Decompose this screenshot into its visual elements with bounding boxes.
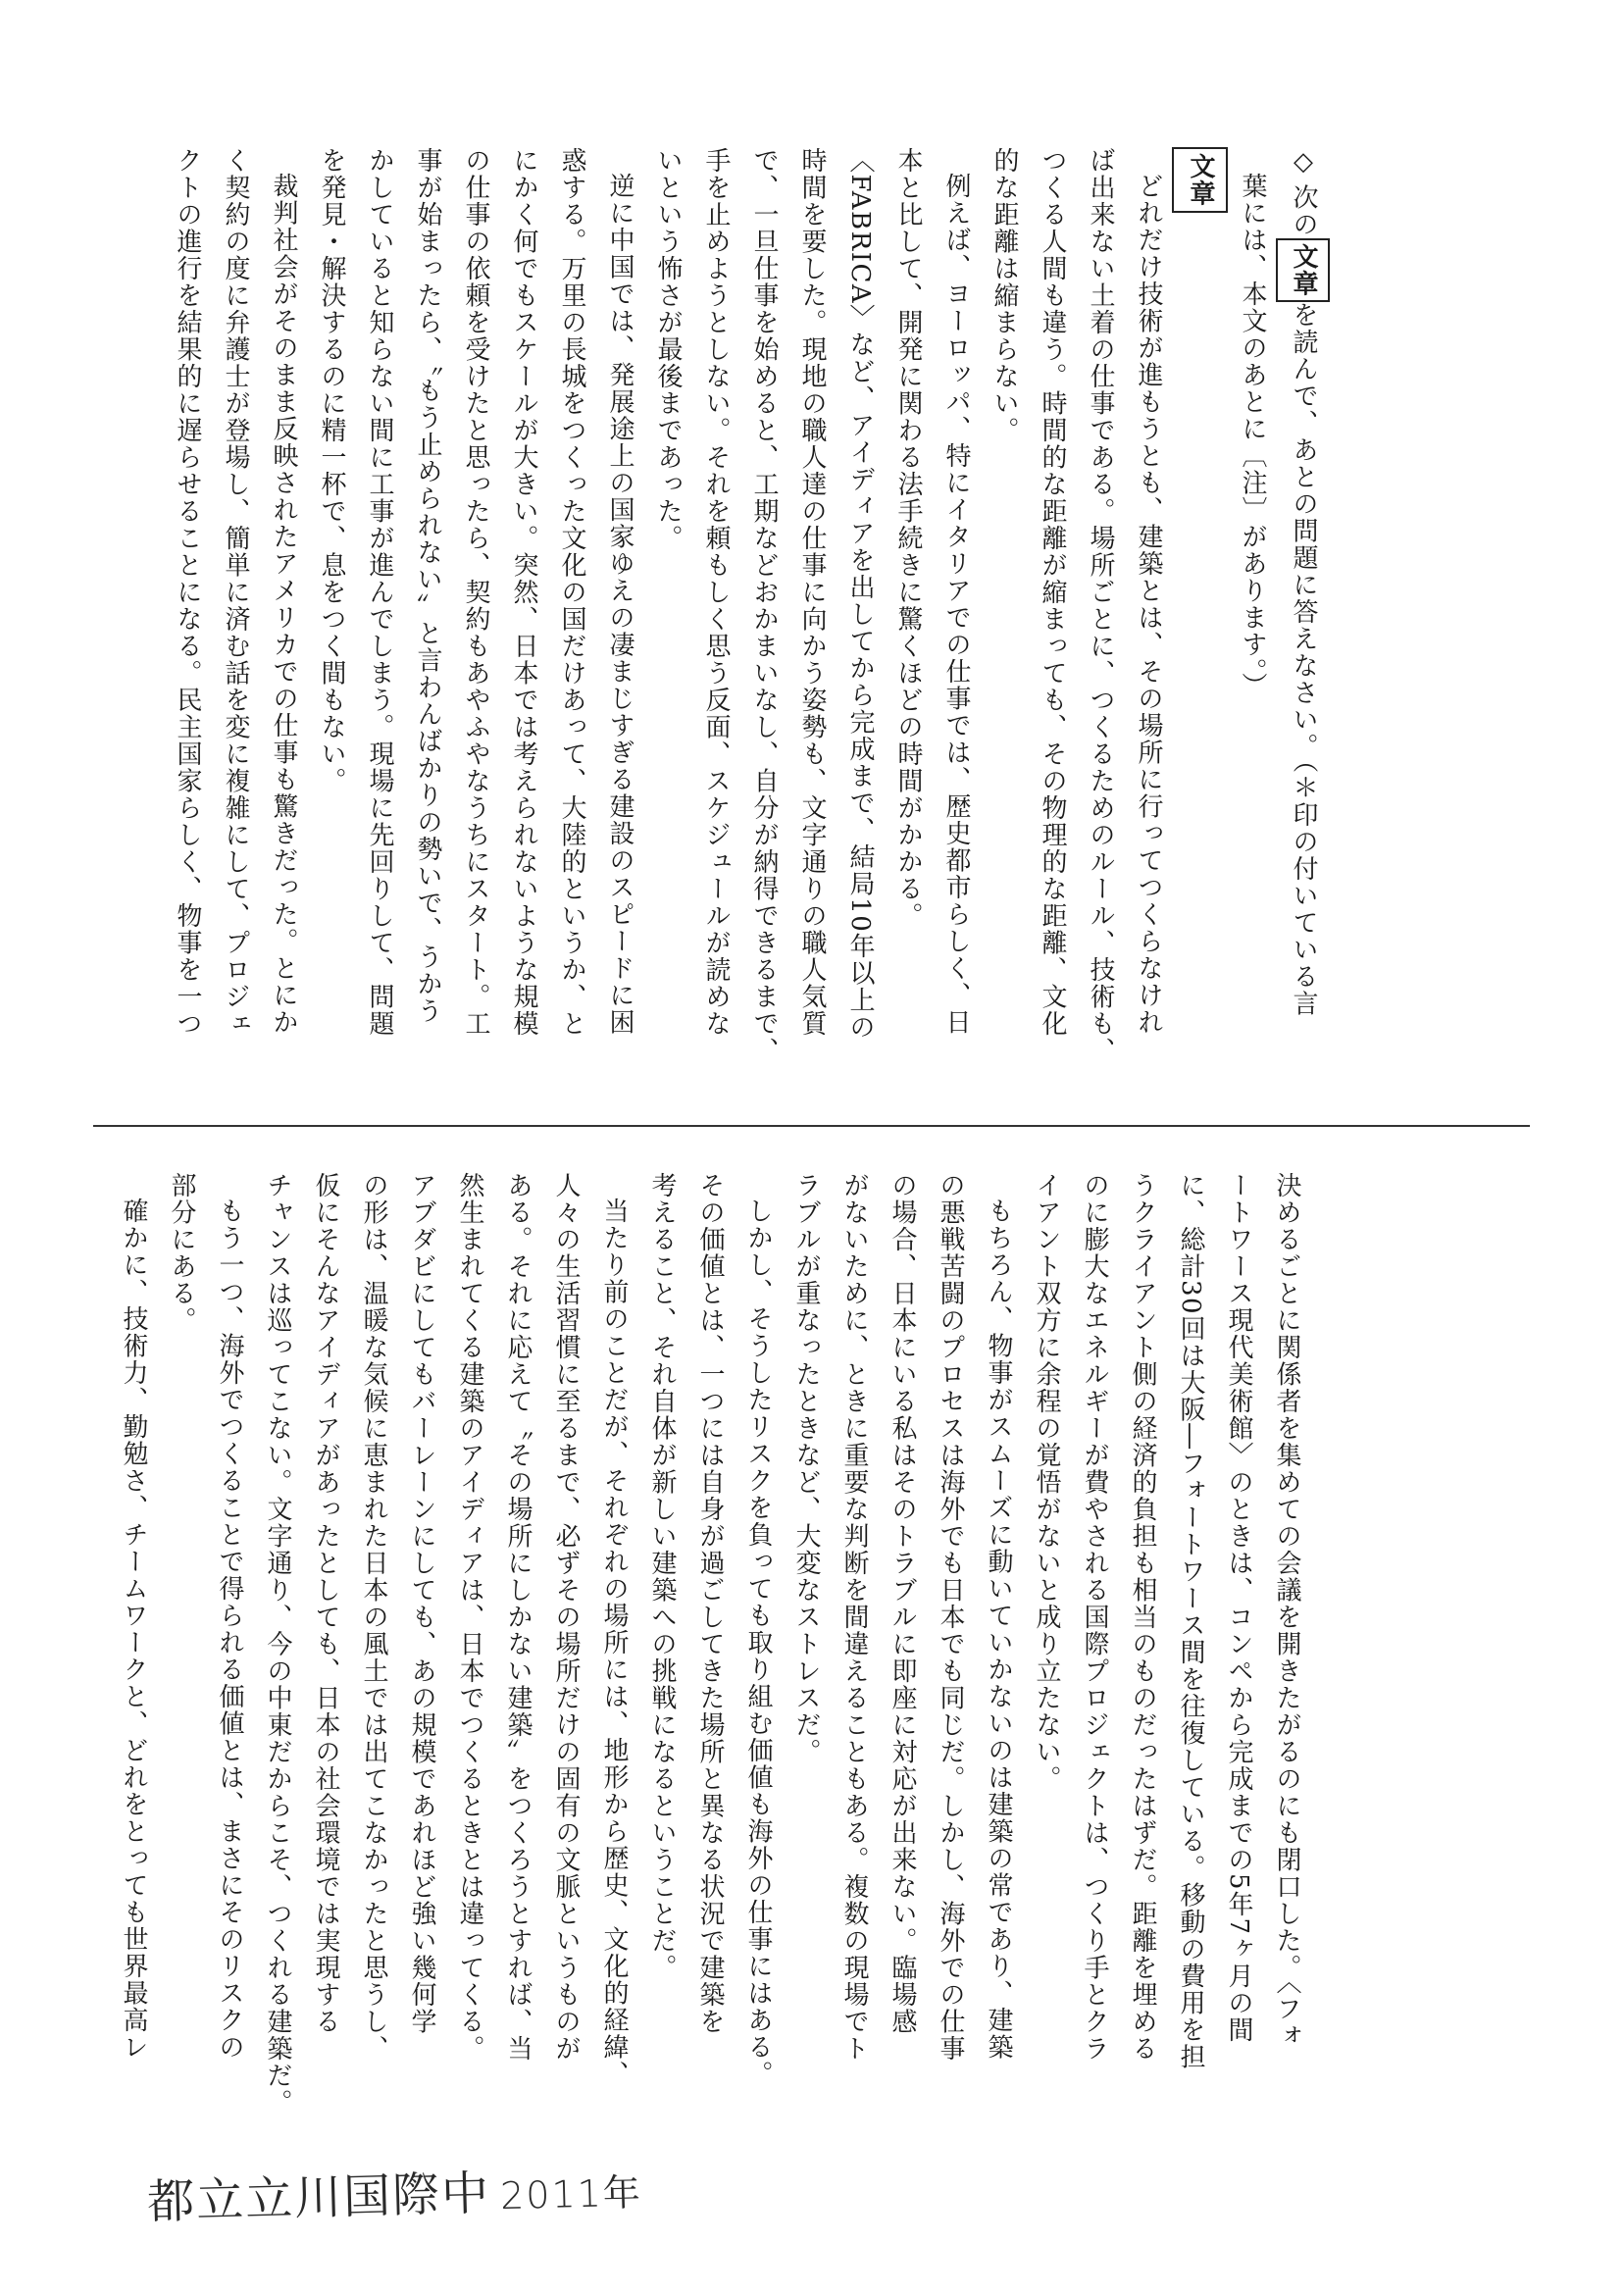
instruction-line-1: ◇次の文章を読んで、あとの問題に答えなさい。（＊印の付いている言 [1276,147,1330,1098]
text-column: もう一つ、海外でつくることで得られる価値とは、まさにそのリスクの [215,1198,244,2061]
text-column: ートワース現代美術館〉のときは、コンペから完成までの5年7ヶ月の間 [1224,1172,1253,2044]
instruction-label-box: 文章 [1276,238,1330,302]
text-column: いという怖さが最後まであった。 [653,147,683,552]
text-column: 部分にある。 [167,1172,196,1334]
passage-label: 文章 [1172,147,1228,1098]
text-column: で、一旦仕事を始めると、工期などおかまいなし、自分が納得できるまで、 [749,147,779,1064]
text-column: その価値とは、一つには自身が過ごしてきた場所と異なる状況で建築を [695,1172,725,2035]
text-column: の形は、温暖な気候に恵まれた日本の風土では出てこなかったと思うし、 [359,1172,388,2063]
diamond-marker-icon: ◇ [1289,147,1318,178]
text-column: 本と比して、開発に関わる法手続きに驚くほどの時間がかかる。 [893,147,923,930]
handwritten-school-name: 都立立川国際中 [146,2166,491,2230]
text-column: がないために、ときに重要な判断を間違えることもある。複数の現場でト [839,1172,869,2063]
text-column: 逆に中国では、発展途上の国家ゆえの凄まじすぎる建設のスピードに困 [605,173,634,1036]
text-column: 事が始まったら、〝もう止められない〟と言わんばかりの勢いで、うかう [413,147,442,1025]
text-column: しかし、そうしたリスクを負っても取り組む価値も海外の仕事にはある。 [743,1198,773,2088]
text-column: ラブルが重なったときなど、大変なストレスだ。 [791,1172,821,1765]
text-column: 手を止めようとしない。それを頼もしく思う反面、スケジュールが読めな [701,147,731,1038]
text-column: の仕事の依頼を受けたと思ったら、契約もあやふやなうちにスタート。工 [461,147,490,1038]
text-column: うクライアント側の経済的負担も相当のものだったはずだ。距離を埋める [1128,1172,1157,2063]
handwritten-year: 2011年 [499,2170,643,2218]
passage-bottom-half [119,1172,1310,2133]
text-column: アブダビにしてもバーレーンにしても、あの規模であれほど強い幾何学 [407,1172,436,2035]
text-column: クトの進行を結果的に遅らせることになる。民主国家らしく、物事を一つ [173,147,202,1038]
text-column: もちろん、物事がスムーズに動いていかないのは建築の常であり、建築 [984,1198,1013,2061]
text-column: 考えること、それ自体が新しい建築への挑戦になるということだ。 [647,1172,677,1981]
text-column: 当たり前のことだが、それぞれの場所には、地形から歴史、文化的経緯、 [599,1198,629,2088]
text-column: イアント双方に余程の覚悟がないと成り立たない。 [1032,1172,1061,1793]
handwritten-source-note [146,2151,642,2231]
text-column: の場合、日本にいる私はそのトラブルに即座に対応が出来ない。臨場感 [888,1172,917,2035]
text-column: どれだけ技術が進もうとも、建築とは、その場所に行ってつくらなけれ [1134,173,1163,1036]
text-column: 然生まれてくる建築のアイディアは、日本でつくるときとは違ってくる。 [455,1172,484,2063]
text-column: 〈FABRICA〉など、アイディアを出してから完成まで、結局10年以上の [845,147,875,1042]
text-column: ば出来ない土着の仕事である。場所ごとに、つくるためのルール、技術も、 [1086,147,1115,1064]
text-column: 的な距離は縮まらない。 [990,147,1019,444]
text-column: 確かに、技術力、勤勉さ、チームワークと、どれをとっても世界最高レ [119,1198,148,2061]
instruction-line-2: 葉には、本文のあとに〔注〕があります。） [1238,173,1267,699]
passage-top-half [143,147,1330,1098]
text-column: 裁判社会がそのまま反映されたアメリカでの仕事も驚きだった。とにか [269,173,298,1036]
text-column: かしていると知らない間に工事が進んでしまう。現場に先回りして、問題 [365,147,394,1038]
text-column: 仮にそんなアイディアがあったとしても、日本の社会環境では実現する [311,1172,340,2035]
text-column: 例えば、ヨーロッパ、特にイタリアでの仕事では、歴史都市らしく、日 [941,173,971,1036]
text-column: に、総計30回は大阪―フォートワース間を往復している。移動の費用を担 [1176,1172,1205,2071]
text-column: にかく何でもスケールが大きい。突然、日本では考えられないような規模 [509,147,538,1038]
text-column: つくる人間も違う。時間的な距離が縮まっても、その物理的な距離、文化 [1038,147,1067,1038]
text-column: 人々の生活習慣に至るまで、必ずその場所だけの固有の文脈というものが [551,1172,581,2063]
text-column: チャンスは巡ってこない。文字通り、今の中東だからこそ、つくれる建築だ。 [263,1172,292,2116]
text-column: の悪戦苦闘のプロセスは海外でも日本でも同じだ。しかし、海外での仕事 [936,1172,965,2063]
text-column: 決めるごとに関係者を集めての会議を開きたがるのにも閉口した。〈フォ [1272,1172,1301,2050]
text-column: ある。それに応えて〝その場所にしかない建築〟をつくろうとすれば、当 [503,1172,533,2063]
text-column: を発見・解決するのに精一杯で、息をつく間もない。 [317,147,346,794]
text-column: 惑する。万里の長城をつくった文化の国だけあって、大陸的というか、と [557,147,586,1038]
section-divider [93,1125,1530,1127]
text-column: のに膨大なエネルギーが費やされる国際プロジェクトは、つくり手とクラ [1080,1172,1109,2063]
text-column: く契約の度に弁護士が登場し、簡単に済む話を変に複雑にして、プロジェ [221,147,250,1038]
text-column: 時間を要した。現地の職人達の仕事に向かう姿勢も、文字通りの職人気質 [797,147,827,1038]
